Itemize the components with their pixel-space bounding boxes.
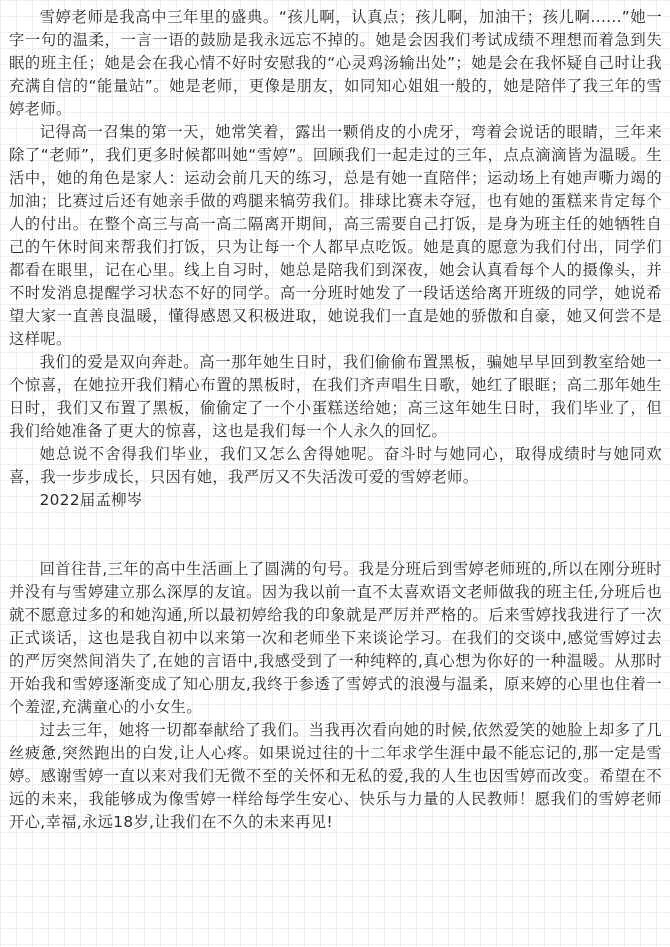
section-gap [9, 512, 662, 558]
letter-1-paragraph-2: 记得高一召集的第一天，她常笑着，露出一颗俏皮的小虎牙，弯着会说话的眼睛，三年来除了“老师”，我们更多时候都叫她“雪婷”。回顾我们一起走过的三年，点点滴滴皆为温暖。生活中，她的角色是家人：运动会前几天的练习，总是有她一直陪伴；运动场上有她声嘶力竭的加油；比赛过后还有她亲手做的鸡腿来犒劳我们。排球比赛未夺冠，也有她的蛋糕来肯定每个人的付出。在整个高三与高一高二隔离开期间，高三需要自己打饭，是身为班主任的她牺牲自己的午休时间来帮我们打饭，只为让每一个人都早点吃饭。她是真的愿意为我们付出，同学们都看在眼里，记在心里。线上自习时，她总是陪我们到深夜，她会认真看每个人的摄像头，并不时发消息提醒学习状态不好的同学。高一分班时她发了一段话送给离开班级的同学，她说希望大家一直善良温暖，懂得感恩又积极进取，她说我们一直是她的骄傲和自豪，她又何尝不是这样呢。 [9, 123, 662, 348]
letter-2-paragraph-2: 过去三年，她将一切都奉献给了我们。当我再次看向她的时候,依然爱笑的她脸上却多了几丝疲惫,突然跑出的白发,让人心疼。如果说过往的十二年求学生涯中最不能忘记的,那一定是雪婷。感谢雪婷一直以来对我们无微不至的关怀和无私的爱,我的人生也因雪婷而改变。希望在不远的未来，我能够成为像雪婷一样给每学生安心、快乐与力量的人民教师！愿我们的雪婷老师开心,幸福,永远18岁,让我们在不久的未来再见! [9, 721, 662, 831]
letter-2 [9, 558, 662, 834]
letter-1-paragraph-1: 雪婷老师是我高中三年里的盛典。“孩儿啊，认真点；孩儿啊，加油干；孩儿啊......”她一字一句的温柔，一言一语的鼓励是我永远忘不掉的。她是会因我们考试成绩不理想而着急到失眠的班主任；她是会在我心情不好时安慰我的“心灵鸡汤输出处”；她是会在我怀疑自己时让我充满自信的“能量站”。她是老师，更像是朋友，如同知心姐姐一般的，她是陪伴了我三年的雪婷老师。 [9, 8, 662, 118]
letter-1-signature: 2022届孟柳岑 [39, 491, 143, 509]
letter-1 [9, 6, 662, 512]
letter-1-paragraph-3: 我们的爱是双向奔赴。高一那年她生日时，我们偷偷布置黑板，骗她早早回到教室给她一个惊喜，在她拉开我们精心布置的黑板时，在我们齐声唱生日歌，她红了眼眶；高二那年她生日时，我们又布置了黑板，偷偷定了一个小蛋糕送给她；高三这年她生日时，我们毕业了，但我们给她准备了更大的惊喜，这也是我们每一个人永久的回忆。 [9, 353, 662, 440]
letter-2-paragraph-1: 回首往昔,三年的高中生活画上了圆满的句号。我是分班后到雪婷老师班的,所以在刚分班时并没有与雪婷建立那么深厚的友谊。因为我以前一直不太喜欢语文老师做我的班主任,分班后也就不愿意过多的和她沟通,所以最初婷给我的印象就是严厉并严格的。后来雪婷找我进行了一次正式谈话，这也是我自初中以来第一次和老师坐下来谈论学习。在我们的交谈中,感觉雪婷过去的严厉突然间消失了,在她的言语中,我感受到了一种纯粹的,真心想为你好的一种温暖。从那时开始我和雪婷逐渐变成了知心朋友,我终于参透了雪婷式的浪漫与温柔，原来婷的心里也住着一个羞涩,充满童心的小女生。 [9, 560, 662, 716]
letter-1-paragraph-4: 她总说不舍得我们毕业，我们又怎么舍得她呢。奋斗时与她同心，取得成绩时与她同欢喜，我一步步成长，只因有她，我严厉又不失活泼可爱的雪婷老师。 [9, 445, 662, 486]
